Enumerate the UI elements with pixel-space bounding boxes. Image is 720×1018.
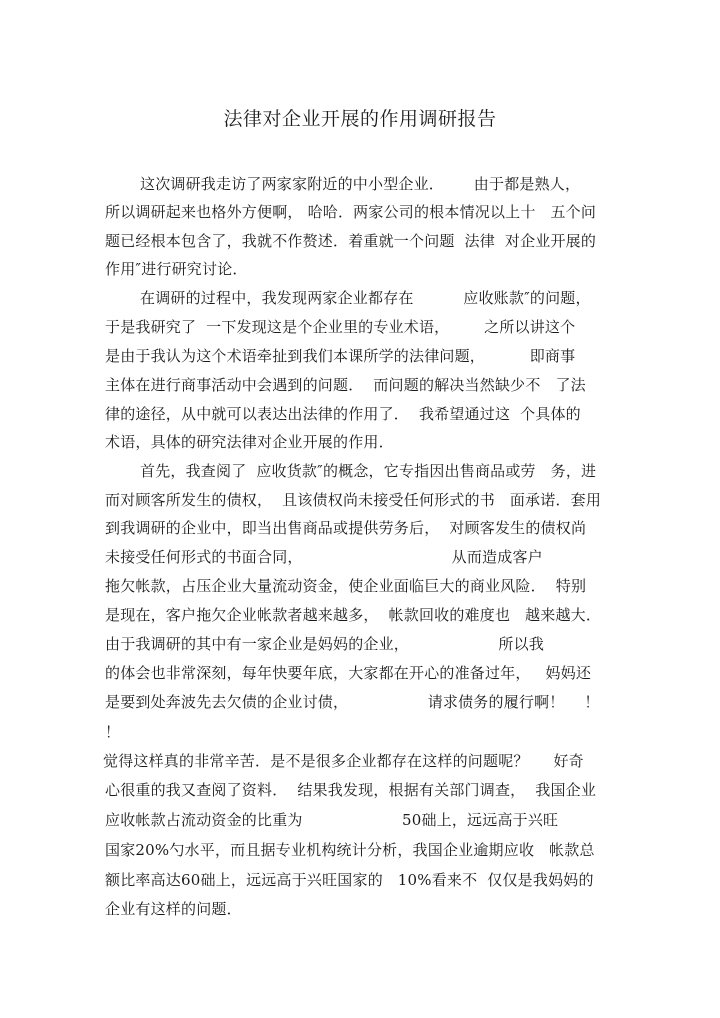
paragraph-line: 未接受任何形式的书面合同， 从而造成客户 (105, 548, 543, 566)
paragraph-line: 这次调研我走访了两家家附近的中小型企业． 由于都是熟人， (140, 175, 581, 193)
paragraph-line: 国家20%勺水平，而且据专业机构统计分析，我国企业逾期应收 帐款总 (105, 841, 595, 859)
paragraph-line: 的体会也非常深刻，每年快要年底，大家都在开心的准备过年， 妈妈还 (105, 664, 592, 682)
paragraph-line: 主体在进行商事活动中会遇到的问题． 而问题的解决当然缺少不 了法 (105, 376, 586, 394)
paragraph-line: 由于我调研的其中有一家企业是妈妈的企业， 所以我 (105, 635, 545, 653)
paragraph-line: 是要到处奔波先去欠债的企业讨债， 请求债务的履行啊！ ！ (105, 693, 600, 711)
paragraph-line: 在调研的过程中，我发现两家企业都存在 应收账款″的问题， (140, 289, 591, 307)
paragraph-line: 术语，具体的研究法律对企业开展的作用． (105, 433, 394, 451)
paragraph-line: 作用″进行研究讨论． (105, 260, 248, 278)
document-title: 法律对企业开展的作用调研报告 (223, 108, 497, 130)
paragraph-line: 觉得这样真的非常辛苦．是不是很多企业都存在这样的问题呢？ 好奇 (103, 752, 584, 770)
paragraph-line: 题已经根本包含了，我就不作赘述．着重就一个问题 法律 对企业开展的 (105, 232, 597, 250)
paragraph-line: 到我调研的企业中，即当出售商品或提供劳务后， 对顾客发生的债权尚 (105, 519, 587, 537)
paragraph-line: 律的途径，从中就可以表达出法律的作用了． 我希望通过这 个具体的 (105, 405, 581, 423)
paragraph-line: 是由于我认为这个术语牵扯到我们本课所学的法律问题， 即商事 (105, 347, 576, 365)
paragraph-line: ！ (105, 723, 121, 741)
paragraph-line: 额比率高达60础上，远远高于兴旺国家的 10%看来不 仅仅是我妈妈的 (105, 871, 594, 889)
paragraph-line: 拖欠帐款，占压企业大量流动资金，使企业面临巨大的商业风险． 特别 (105, 577, 587, 595)
paragraph-line: 所以调研起来也格外方便啊， 哈哈．两家公司的根本情况以上十 五个问 (105, 203, 597, 221)
paragraph-line: 应收帐款占流动资金的比重为 50础上，远远高于兴旺 (105, 811, 559, 829)
paragraph-line: 而对顾客所发生的债权， 且该债权尚未接受任何形式的书 面承诺．套用 (105, 491, 602, 509)
paragraph-line: 于是我研究了 一下发现这是个企业里的专业术语， 之所以讲这个 (105, 318, 576, 336)
paragraph-line: 企业有这样的问题． (105, 900, 242, 918)
paragraph-line: 首先，我查阅了 应收货款″的概念，它专指因出售商品或劳 务，进 (140, 462, 597, 480)
paragraph-line: 是现在，客户拖欠企业帐款者越来越多， 帐款回收的难度也 越来越大． (105, 606, 602, 624)
paragraph-line: 心很重的我又查阅了资料． 结果我发现，根据有关部门调查， 我国企业 (105, 781, 597, 799)
